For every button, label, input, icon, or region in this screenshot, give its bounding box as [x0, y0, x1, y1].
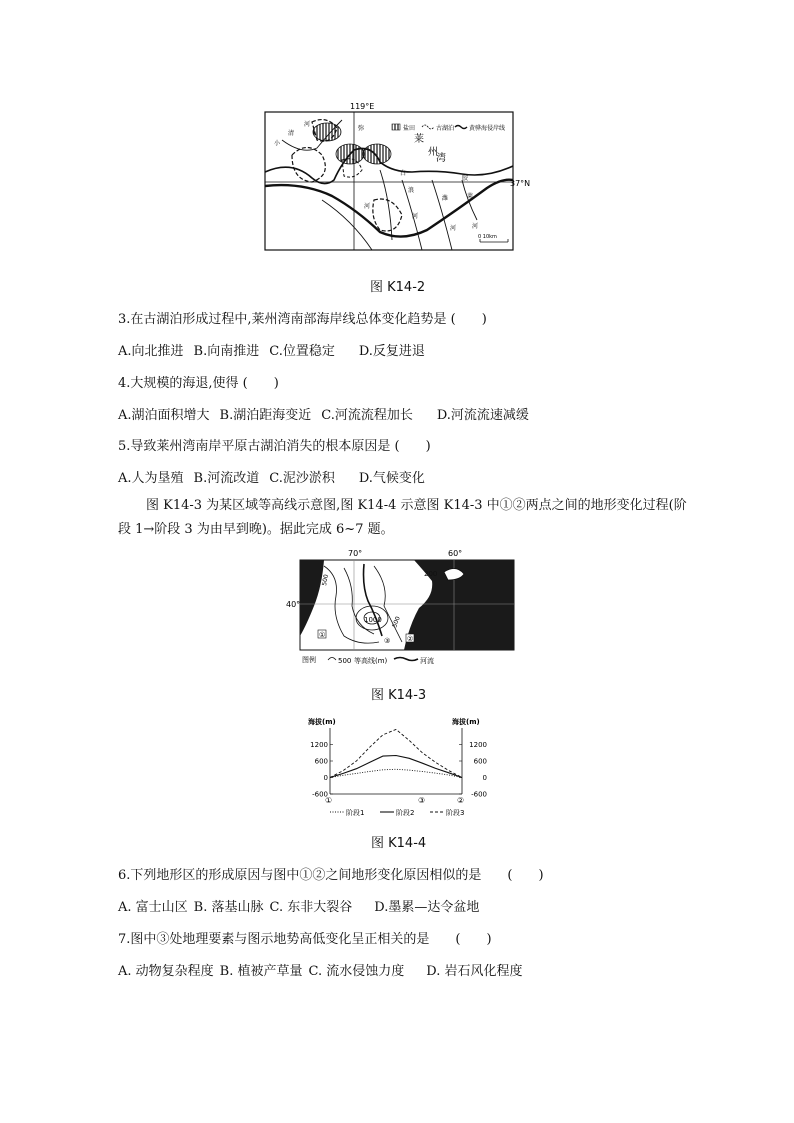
y-tick-label-left: 1200	[310, 741, 328, 749]
options-q6	[118, 896, 489, 915]
bay-char: 州	[428, 147, 438, 158]
legend-label: 阶段2	[396, 809, 415, 817]
option-d: D.反复进退	[358, 344, 425, 359]
option-a: A.人为垦殖	[118, 471, 184, 486]
option-a: A. 富士山区	[118, 900, 188, 915]
legend-contour-text: 等高线(m)	[354, 657, 388, 665]
question-3: 3.在古湖泊形成过程中,莱州湾南部海岸线总体变化趋势是 ( )	[118, 312, 487, 327]
option-d: D. 岩石风化程度	[426, 964, 523, 979]
options-q7	[118, 960, 532, 979]
option-d: D.气候变化	[358, 471, 425, 486]
y-tick-label-right: 0	[482, 774, 487, 782]
river-char: 河	[364, 203, 371, 210]
y-tick-label-right: 600	[473, 757, 487, 766]
legend-coastline: 黄骅海侵岸线	[469, 125, 506, 132]
river-char: 莱	[467, 193, 474, 200]
option-d: D.河流流速减缓	[436, 408, 529, 423]
lat-label-40: 40°	[286, 600, 301, 609]
option-c: C. 东非大裂谷	[269, 900, 353, 915]
intro-paragraph: 图 K14-3 为某区域等高线示意图,图 K14-4 示意图 K14-3 中①②两点之间的地形变化过程(阶段 1→阶段 3 为由早到晚)。据此完成 6~7 题。	[118, 498, 687, 537]
option-c: C.泥沙淤积	[269, 471, 335, 486]
river-char: 河	[450, 225, 457, 232]
y-tick-label-right: -600	[471, 790, 487, 799]
y-tick-label-left: -600	[312, 790, 328, 799]
point-3: ③	[384, 637, 391, 645]
legend-label: 图例	[302, 656, 316, 664]
option-b: B. 植被产草量	[219, 964, 303, 979]
bay-char: 莱	[414, 134, 424, 145]
figure-k14-3	[284, 546, 520, 670]
point-2: ②	[457, 796, 465, 805]
question-5: 5.导致莱州湾南岸平原古湖泊消失的根本原因是 ( )	[118, 439, 431, 454]
ylabel-right: 海拔(m)	[452, 718, 480, 726]
option-b: B.湖泊距海变近	[219, 408, 312, 423]
lat-label: 37°N	[510, 179, 531, 188]
river-char: 弥	[358, 125, 365, 132]
question-6: 6.下列地形区的形成原因与图中①②之间地形变化原因相似的是 ( )	[118, 868, 544, 883]
river-char: 胶	[462, 175, 469, 182]
caption-k14-4: 图 K14-4	[371, 836, 427, 851]
y-tick-label-left: 600	[314, 757, 328, 766]
point-2: ②	[407, 635, 414, 643]
map-k14-2	[262, 100, 531, 252]
options-q5	[118, 467, 435, 486]
option-b: B.向南推进	[193, 344, 260, 359]
river-char: 潍	[442, 195, 449, 202]
ylabel-left: 海拔(m)	[308, 718, 336, 726]
y-tick-label-right: 1200	[469, 741, 487, 749]
contour-label: 500	[321, 573, 330, 587]
option-d: D.墨累—达令盆地	[374, 900, 480, 915]
river-char: 河	[412, 213, 419, 220]
y-tick-label-left: 0	[323, 774, 328, 782]
option-c: C.位置稳定	[269, 344, 335, 359]
option-c: C.河流流程加长	[321, 408, 413, 423]
legend-label: 阶段3	[446, 809, 465, 817]
option-a: A. 动物复杂程度	[118, 964, 214, 979]
river-char: 河	[472, 223, 479, 230]
option-a: A.向北推进	[118, 344, 184, 359]
profile-chart	[300, 714, 496, 818]
lon-label-60: 60°	[448, 549, 463, 558]
lon-label-70: 70°	[348, 549, 363, 558]
bay-char: 湾	[436, 153, 446, 164]
legend-ancient-lake: 古湖泊	[436, 125, 455, 132]
river-char: 小	[274, 140, 281, 147]
question-4: 4.大规模的海退,使得 ( )	[118, 376, 279, 391]
caption-k14-2: 图 K14-2	[370, 280, 426, 295]
option-a: A.湖泊面积增大	[118, 408, 210, 423]
contour-label: 200	[424, 570, 438, 578]
contour-label: 1000	[364, 616, 382, 624]
options-q3	[118, 340, 435, 359]
point-1: ①	[325, 796, 333, 805]
scale-label: 0 10km	[478, 234, 497, 240]
question-7: 7.图中③处地理要素与图示地势高低变化呈正相关的是 ( )	[118, 932, 492, 947]
figure-k14-2	[262, 100, 531, 252]
option-b: B. 落基山脉	[193, 900, 264, 915]
legend-river: 河流	[420, 657, 434, 665]
legend-saltfield: 盐田	[403, 125, 416, 132]
legend-contour-value: 500	[338, 657, 352, 665]
options-q4	[118, 404, 539, 423]
option-c: C. 流水侵蚀力度	[308, 964, 405, 979]
contour-map	[284, 546, 520, 670]
caption-k14-3: 图 K14-3	[371, 688, 427, 703]
lon-label: 119°E	[350, 102, 375, 111]
river-char: 清	[288, 130, 295, 137]
legend-label: 阶段1	[346, 809, 365, 817]
contour-label: 500	[391, 615, 402, 629]
figure-k14-4	[300, 714, 496, 818]
point-3: ③	[418, 796, 426, 805]
river-char: 河	[304, 121, 311, 128]
river-char: 浪	[408, 187, 415, 194]
river-char: 白	[400, 170, 407, 177]
option-b: B.河流改道	[193, 471, 260, 486]
point-1: ①	[319, 631, 326, 639]
